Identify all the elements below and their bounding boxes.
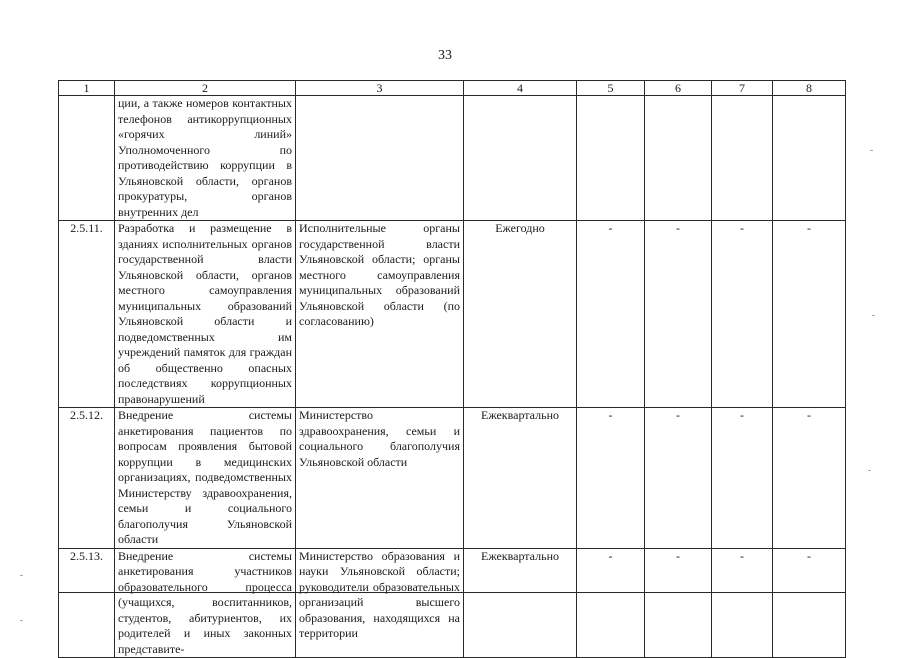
header-cell: 7 [712,81,773,96]
header-cell: 2 [115,81,296,96]
table-header-row [59,81,846,96]
table-row [59,96,846,221]
executor-text: Министерство образования и науки Ульяновской области; руководители образовательных организаций высшего образования, находящихся на территории [296,548,464,658]
executor-text [296,96,464,221]
measure-text: ции, а также номеров контактных телефонов антикоррупционных «горячих линий» Уполномоченного по противодействию коррупции в Ульяновской области, органов прокуратуры, органов внутренних дел [115,96,296,221]
value-cell: - [645,548,712,658]
scan-speck [870,150,873,151]
measure-text: Внедрение системы анкетирования пациентов по вопросам проявления бытовой коррупции в медицинских организациях, подведомственных Министерству здравоохранения, семьи и социального благополучия Ульяновской области [115,408,296,549]
value-cell [645,96,712,221]
value-cell: - [645,221,712,408]
measure-text: Внедрение системы анкетирования участников образовательного процесса (учащихся, воспитанников, студентов, абитуриентов, их родителей и иных законных представите- [115,548,296,658]
item-number: 2.5.12. [59,408,115,549]
scan-speck [868,470,871,471]
value-cell [773,96,846,221]
item-number: 2.5.11. [59,221,115,408]
header-cell: 8 [773,81,846,96]
value-cell: - [773,408,846,549]
value-cell: - [712,548,773,658]
value-cell [577,96,645,221]
header-cell: 1 [59,81,115,96]
value-cell: - [577,408,645,549]
executor-text: Исполнительные органы государственной власти Ульяновской области; органы местного самоуправления муниципальных образований Ульяновской области (по согласованию) [296,221,464,408]
item-number [59,96,115,221]
period-text [464,96,577,221]
table-bottom-border [58,592,845,593]
header-cell: 6 [645,81,712,96]
value-cell: - [712,408,773,549]
value-cell [712,96,773,221]
executor-text: Министерство здравоохранения, семьи и социального благополучия Ульяновской области [296,408,464,549]
header-cell: 4 [464,81,577,96]
table-row [59,408,846,549]
item-number: 2.5.13. [59,548,115,658]
table-row [59,221,846,408]
period-text: Ежеквартально [464,548,577,658]
value-cell: - [773,548,846,658]
scan-speck [20,620,23,621]
value-cell: - [577,221,645,408]
value-cell: - [773,221,846,408]
header-cell: 5 [577,81,645,96]
scan-speck [872,315,875,316]
header-cell: 3 [296,81,464,96]
value-cell: - [712,221,773,408]
page-number: 33 [438,48,452,63]
value-cell: - [577,548,645,658]
table-row [59,548,846,658]
period-text: Ежегодно [464,221,577,408]
scan-speck [20,575,23,576]
measures-table [58,80,846,658]
value-cell: - [645,408,712,549]
measure-text: Разработка и размещение в зданиях исполнительных органов государственной власти Ульяновской области, органов местного самоуправления муниципальных образований Ульяновской области и подведомственных им учреждений памяток для граждан об общественно опасных последствиях коррупционных правонарушений [115,221,296,408]
period-text: Ежеквартально [464,408,577,549]
